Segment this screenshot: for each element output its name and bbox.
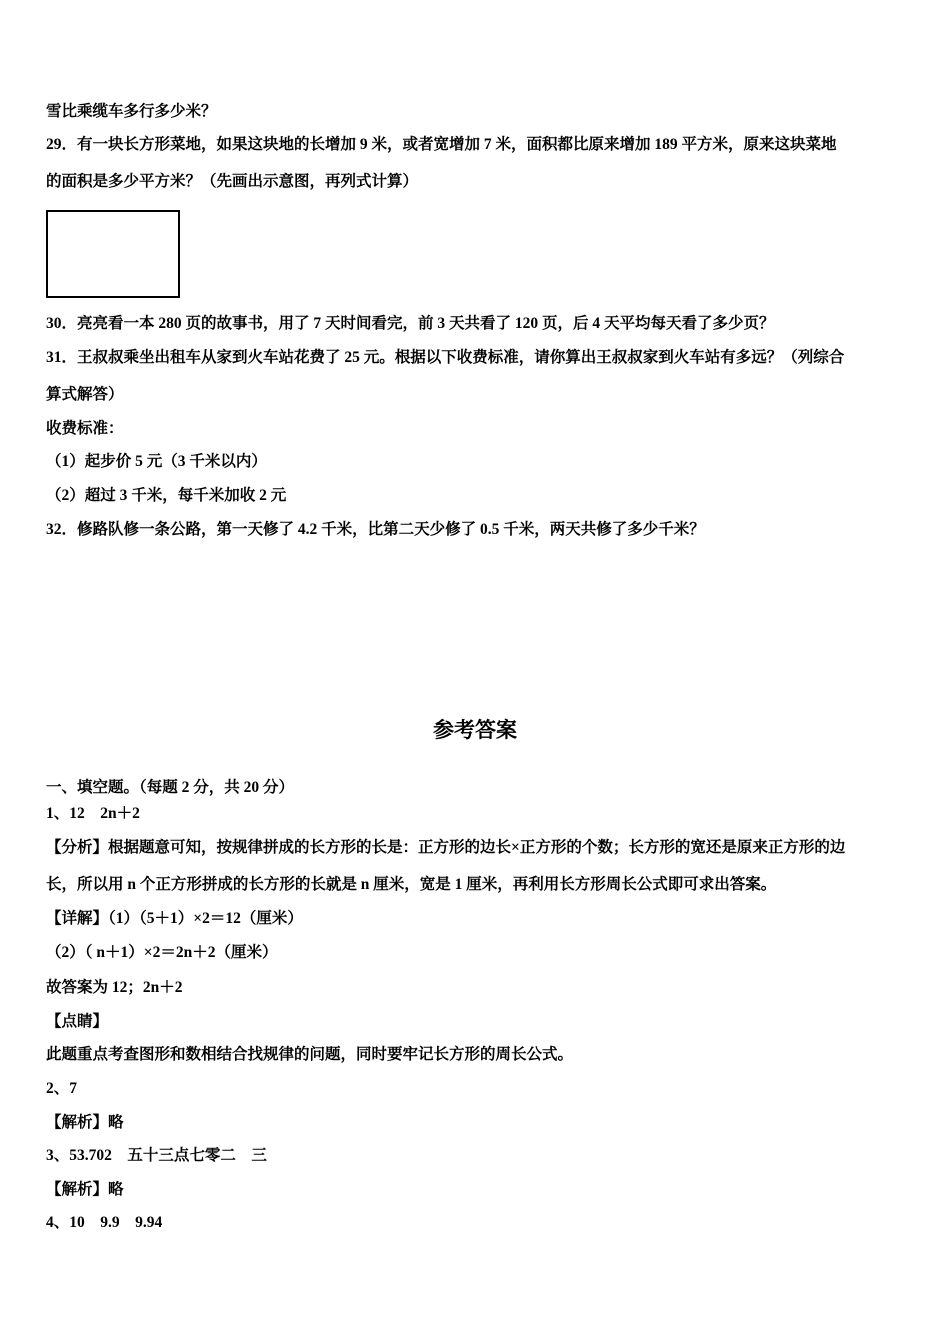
answer-1: 1、12 2n＋2	[46, 805, 140, 822]
answer-1-analysis-line2: 长，所以用 n 个正方形拼成的长方形的长就是 n 厘米，宽是 1 厘米，再利用长方形周长公式即可求出答案。	[46, 876, 777, 893]
answer-3-analysis: 【解析】略	[46, 1181, 124, 1198]
answer-2-analysis: 【解析】略	[46, 1114, 124, 1131]
section-heading: 一、填空题。（每题 2 分，共 20 分）	[46, 779, 295, 796]
fee-rule-1: （1）起步价 5 元（3 千米以内）	[46, 453, 267, 470]
answer-1-note: 此题重点考查图形和数相结合找规律的问题，同时要牢记长方形的周长公式。	[46, 1046, 574, 1063]
question-28-tail: 雪比乘缆车多行多少米？	[46, 103, 217, 120]
question-29-line2: 的面积是多少平方米？（先画出示意图，再列式计算）	[46, 173, 419, 190]
answer-1-analysis-line1: 【分析】根据题意可知，按规律拼成的长方形的长是：正方形的边长×正方形的个数；长方形的宽还是原来正方形的边	[46, 839, 846, 856]
diagram-rectangle-box	[46, 210, 180, 298]
answers-title: 参考答案	[433, 718, 517, 742]
answer-2: 2、7	[46, 1080, 78, 1097]
question-31-line2: 算式解答）	[46, 386, 124, 403]
answer-1-note-label: 【点睛】	[46, 1013, 109, 1030]
question-31-line1: 31．王叔叔乘坐出租车从家到火车站花费了 25 元。根据以下收费标准，请你算出王叔叔家到火车站有多远？（列综合	[46, 349, 845, 366]
answer-1-conclusion: 故答案为 12；2n＋2	[46, 979, 183, 996]
answer-1-detail-2: （2）（ n＋1）×2＝2n＋2（厘米）	[46, 944, 278, 961]
question-32: 32．修路队修一条公路，第一天修了 4.2 千米，比第二天少修了 0.5 千米，两天共修了多少千米？	[46, 521, 705, 538]
question-29-line1: 29．有一块长方形菜地，如果这块地的长增加 9 米，或者宽增加 7 米，面积都比原来增加 189 平方米，原来这块菜地	[46, 136, 837, 153]
question-30: 30．亮亮看一本 280 页的故事书，用了 7 天时间看完，前 3 天共看了 120 页，后 4 天平均每天看了多少页？	[46, 315, 775, 332]
answer-4: 4、10 9.9 9.94	[46, 1214, 163, 1231]
answer-1-detail-1: 【详解】（1）（5＋1）×2＝12（厘米）	[46, 910, 303, 927]
answer-3: 3、53.702 五十三点七零二 三	[46, 1147, 267, 1164]
fee-standard-label: 收费标准：	[46, 420, 124, 437]
fee-rule-2: （2）超过 3 千米，每千米加收 2 元	[46, 487, 287, 504]
